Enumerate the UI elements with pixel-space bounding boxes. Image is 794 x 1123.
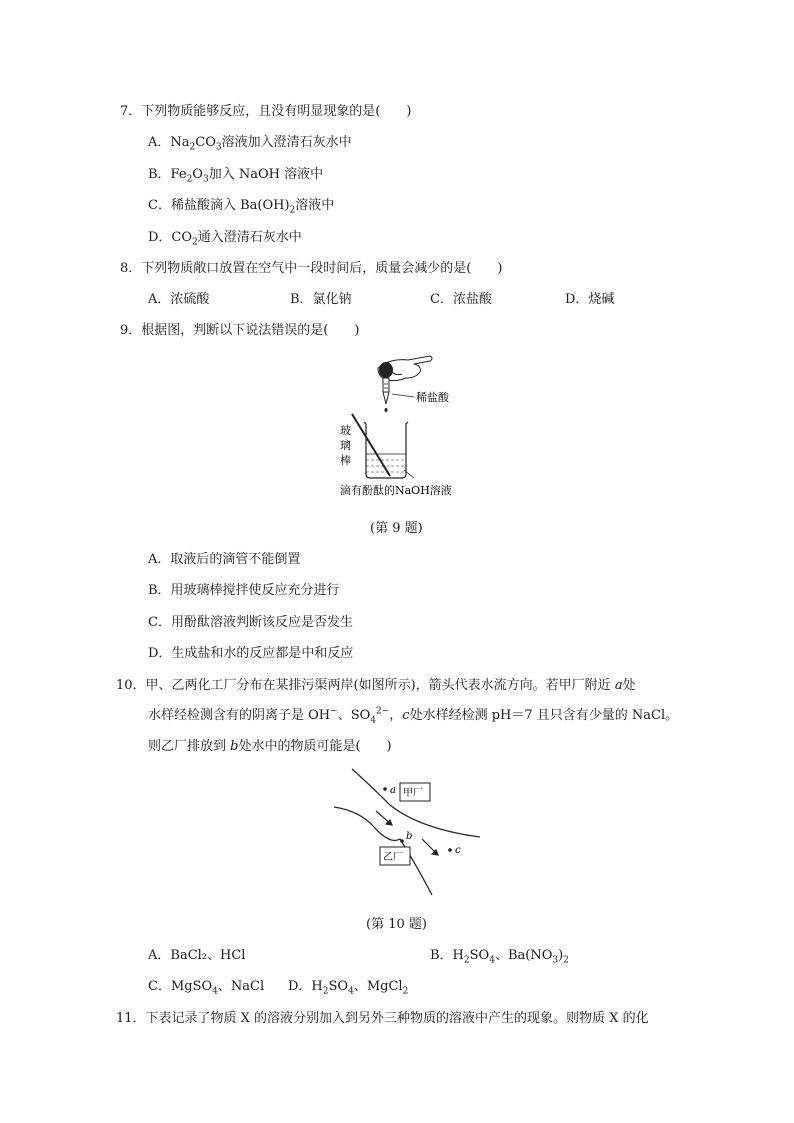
label-naoh-solution: 滴有酚酞的NaOH溶液 bbox=[340, 484, 452, 497]
q10-option-c: C．MgSO$_4$、NaCl bbox=[148, 979, 265, 997]
q10-option-a: A．BaCl₂、HCl bbox=[148, 948, 246, 963]
point-b-label: b bbox=[406, 831, 413, 842]
q9-option-d: D．生成盐和水的反应都是中和反应 bbox=[148, 646, 354, 661]
glass-rod bbox=[352, 414, 390, 476]
q10-stem-line2: 水样经检测含有的阴离子是 OH−、$SO_4^{2-}$，c处水样经检测 pH＝7 且只含有少量的 NaCl。 bbox=[148, 706, 679, 726]
q10-stem-line1: 10．甲、乙两化工厂分布在某排污渠两岸(如图所示)，箭头代表水流方向。若甲厂附近 a处 bbox=[116, 678, 636, 693]
q10-option-d: D．$H_2SO_4$、MgCl$_2$ bbox=[288, 979, 409, 997]
q8-option-b: B．氯化钠 bbox=[290, 292, 352, 307]
q10-caption: (第 10 题) bbox=[366, 917, 427, 932]
label-rod-2: 璃 bbox=[340, 439, 351, 452]
q7-stem: 7．下列物质能够反应，且没有明显现象的是( ) bbox=[120, 104, 412, 119]
point-c-label: c bbox=[455, 845, 461, 856]
q8-option-d: D．烧碱 bbox=[565, 292, 615, 307]
q9-option-a: A．取液后的滴管不能倒置 bbox=[148, 552, 301, 567]
label-rod-3: 棒 bbox=[340, 454, 351, 467]
q10-stem-line3: 则乙厂排放到 b处水中的物质可能是( ) bbox=[148, 739, 392, 754]
channel-bank-upper bbox=[352, 769, 480, 837]
label-dilute-hcl: 稀盐酸 bbox=[416, 391, 449, 404]
q8-stem: 8．下列物质敞口放置在空气中一段时间后，质量会减少的是( ) bbox=[120, 261, 503, 276]
q9-stem: 9．根据图，判断以下说法错误的是( ) bbox=[120, 323, 360, 338]
q7-option-b: B．$Fe_2O_3$加入 NaOH 溶液中 bbox=[148, 167, 324, 185]
q9-option-c: C．用酚酞溶液判断该反应是否发生 bbox=[148, 615, 353, 630]
q8-option-c: C．浓盐酸 bbox=[430, 292, 492, 307]
q7-option-c: C．稀盐酸滴入 $Ba(OH)_2$溶液中 bbox=[148, 198, 335, 216]
label-rod-1: 玻 bbox=[340, 424, 351, 437]
q11-stem: 11．下表记录了物质 X 的溶液分别加入到另外三种物质的溶液中产生的现象。则物质 X 的化 bbox=[116, 1011, 649, 1026]
q10-option-b: B．$H_2SO_4$、$Ba(NO_3)_2$ bbox=[430, 948, 569, 966]
q7-option-a: A．$Na_2CO_3$溶液加入澄清石灰水中 bbox=[148, 135, 352, 153]
q7-option-d: D．$CO_2$通入澄清石灰水中 bbox=[148, 230, 302, 248]
q9-figure bbox=[330, 350, 470, 500]
point-a-label: a bbox=[390, 785, 396, 796]
q9-caption: (第 9 题) bbox=[370, 521, 423, 536]
factory-jia-label: 甲厂 bbox=[403, 788, 423, 799]
factory-yi-label: 乙厂 bbox=[383, 852, 403, 863]
q9-option-b: B．用玻璃棒搅拌使反应充分进行 bbox=[148, 583, 340, 598]
q10-figure bbox=[330, 765, 490, 900]
q8-option-a: A．浓硫酸 bbox=[148, 292, 210, 307]
dropper-icon bbox=[379, 362, 393, 412]
